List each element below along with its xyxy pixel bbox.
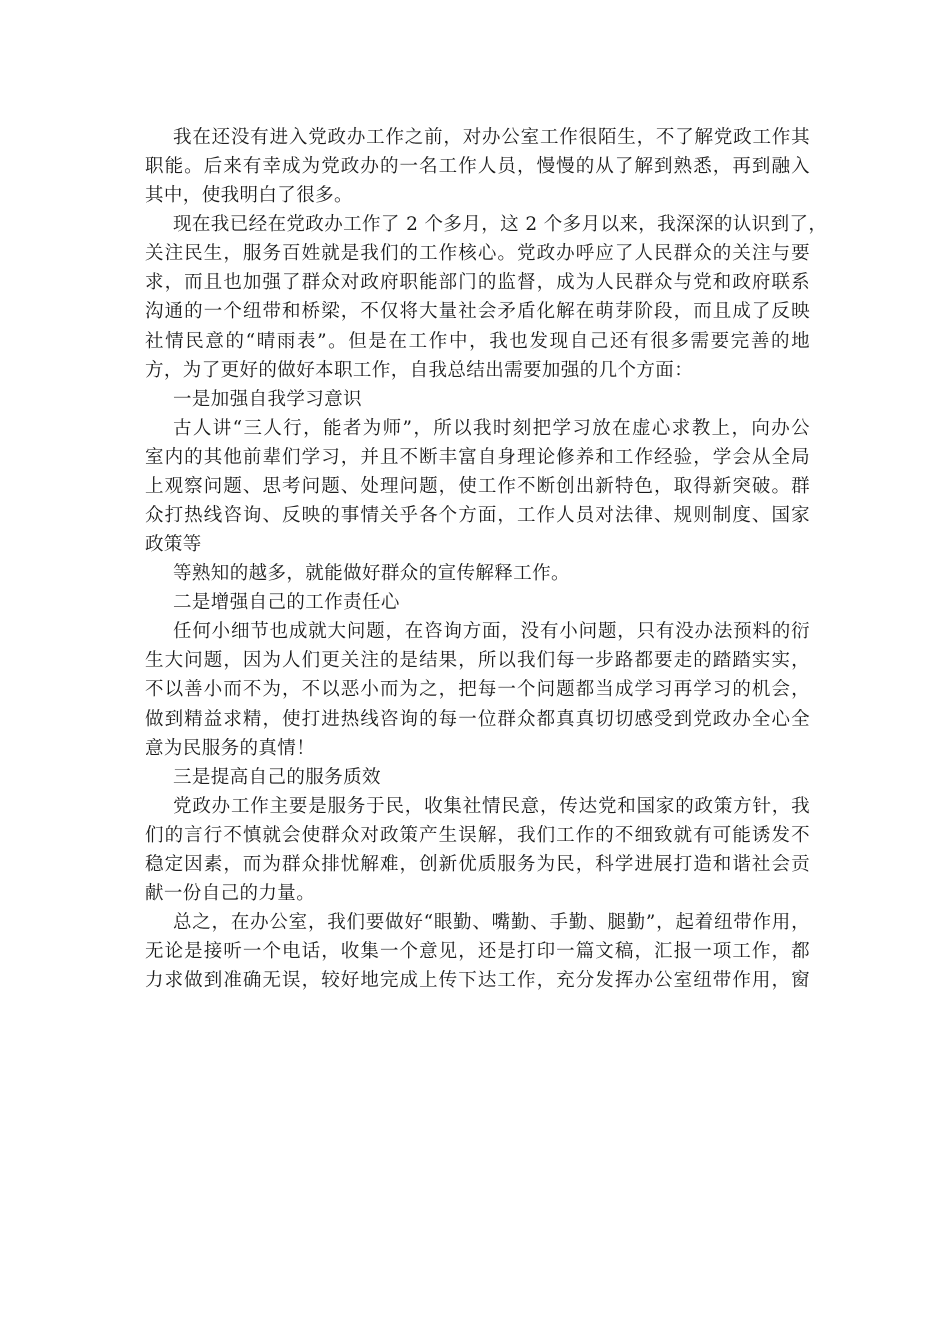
- text-line: 沟通的一个纽带和桥梁，不仅将大量社会矛盾化解在萌芽阶段，而且成了反映: [145, 301, 810, 323]
- text-line: 意为民服务的真情！: [145, 737, 316, 759]
- text-line: 我在还没有进入党政办工作之前，对办公室工作很陌生，不了解党政工作其: [173, 127, 810, 148]
- section-heading: 三是提高自己的服务质效: [173, 766, 381, 788]
- text-line: 等熟知的越多，就能做好群众的宣传解释工作。: [173, 563, 570, 585]
- text-line: 现在我已经在党政办工作了 2 个多月，这 2 个多月以来，我深深的认识到了，: [173, 214, 828, 236]
- text-line: 上观察问题、思考问题、处理问题，使工作不断创出新特色，取得新突破。群: [145, 475, 810, 497]
- section-heading: 二是增强自己的工作责任心: [173, 592, 400, 614]
- text-line: 方，为了更好的做好本职工作，自我总结出需要加强的几个方面：: [145, 359, 694, 381]
- text-line: 关注民生，服务百姓就是我们的工作核心。党政办呼应了人民群众的关注与要: [145, 243, 810, 265]
- text-line: 政策等: [145, 534, 202, 556]
- text-line: 职能。后来有幸成为党政办的一名工作人员，慢慢的从了解到熟悉，再到融入: [145, 156, 810, 178]
- text-line: 任何小细节也成就大问题，在咨询方面，没有小问题，只有没办法预料的衍: [173, 621, 810, 643]
- text-line: 稳定因素，而为群众排忧解难，创新优质服务为民，科学进展打造和谐社会贡: [145, 853, 810, 875]
- text-line: 无论是接听一个电话，收集一个意见，还是打印一篇文稿，汇报一项工作，都: [145, 941, 810, 963]
- text-line: 献一份自己的力量。: [145, 883, 316, 905]
- document-body: [145, 123, 828, 995]
- text-line: 生大问题，因为人们更关注的是结果，所以我们每一步路都要走的踏踏实实，: [145, 650, 810, 672]
- text-line: 不以善小而不为，不以恶小而为之，把每一个问题都当成学习再学习的机会，: [145, 679, 810, 701]
- text-line: 求，而且也加强了群众对政府职能部门的监督，成为人民群众与党和政府联系: [145, 272, 810, 294]
- text-line: 众打热线咨询、反映的事情关乎各个方面，工作人员对法律、规则制度、国家: [145, 505, 810, 527]
- text-line: 们的言行不慎就会使群众对政策产生误解，我们工作的不细致就有可能诱发不: [145, 824, 810, 846]
- section-heading: 一是加强自我学习意识: [173, 388, 363, 410]
- text-line: 社情民意的“晴雨表”。但是在工作中，我也发现自己还有很多需要完善的地: [145, 330, 810, 352]
- text-line: 古人讲“三人行，能者为师”，所以我时刻把学习放在虚心求教上，向办公: [173, 417, 810, 439]
- text-line: 总之，在办公室，我们要做好“眼勤、嘴勤、手勤、腿勤”，起着纽带作用，: [173, 912, 810, 934]
- text-line: 其中，使我明白了很多。: [145, 185, 353, 207]
- text-line: 党政办工作主要是服务于民，收集社情民意，传达党和国家的政策方针，我: [173, 795, 810, 817]
- text-line: 室内的其他前辈们学习，并且不断丰富自身理论修养和工作经验，学会从全局: [145, 446, 810, 468]
- text-line: 做到精益求精，使打进热线咨询的每一位群众都真真切切感受到党政办全心全: [145, 708, 810, 730]
- text-line: 力求做到准确无误，较好地完成上传下达工作，充分发挥办公室纽带作用，窗: [145, 970, 810, 992]
